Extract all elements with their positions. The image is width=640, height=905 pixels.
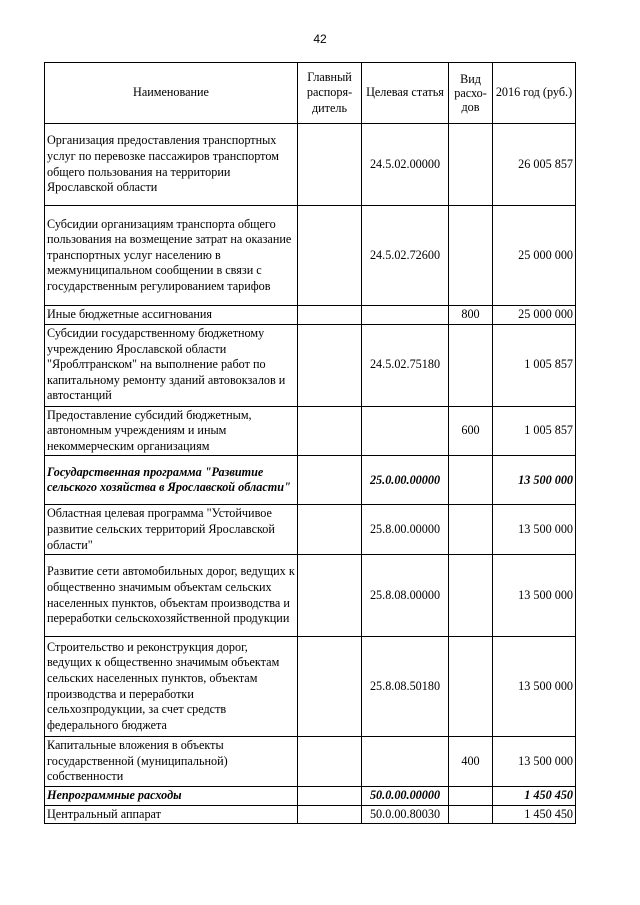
table-row xyxy=(45,306,576,325)
row-admin xyxy=(298,124,362,206)
row-name: Иные бюджетные ассигнования xyxy=(45,306,298,325)
row-name: Государственная программа "Развитие сельского хозяйства в Ярославской области" xyxy=(45,456,298,505)
row-target: 24.5.02.72600 xyxy=(362,206,449,306)
row-name: Строительство и реконструкция дорог, ведущих к общественно значимым объектам сельских населенных пунктов, объектам производства и переработки сельхозпродукции, за счет средств федерального бюджета xyxy=(45,637,298,737)
row-name: Предоставление субсидий бюджетным, автономным учреждениям и иным некоммерческим организациям xyxy=(45,406,298,456)
header-amount: 2016 год (руб.) xyxy=(493,63,576,124)
row-name: Областная целевая программа "Устойчивое развитие сельских территорий Ярославской области" xyxy=(45,505,298,555)
row-kind: 600 xyxy=(449,406,493,456)
row-admin xyxy=(298,206,362,306)
row-kind xyxy=(449,206,493,306)
table-body xyxy=(45,124,576,824)
row-amount: 13 500 000 xyxy=(493,505,576,555)
row-target xyxy=(362,737,449,787)
row-kind xyxy=(449,505,493,555)
row-name: Центральный аппарат xyxy=(45,805,298,824)
row-target: 25.0.00.00000 xyxy=(362,456,449,505)
header-admin: Главный распоря-дитель xyxy=(298,63,362,124)
row-admin xyxy=(298,637,362,737)
row-kind xyxy=(449,805,493,824)
header-target: Целевая статья xyxy=(362,63,449,124)
row-amount: 1 450 450 xyxy=(493,805,576,824)
row-name: Организация предоставления транспортных услуг по перевозке пассажиров транспортом общего пользования на территории Ярославской области xyxy=(45,124,298,206)
row-admin xyxy=(298,456,362,505)
row-target: 50.0.00.80030 xyxy=(362,805,449,824)
table-row xyxy=(45,555,576,637)
row-target xyxy=(362,306,449,325)
table-row xyxy=(45,406,576,456)
row-name: Развитие сети автомобильных дорог, ведущих к общественно значимым объектам сельских населенных пунктов, объектам производства и переработки сельскохозяйственной продукции xyxy=(45,555,298,637)
row-target: 24.5.02.00000 xyxy=(362,124,449,206)
row-admin xyxy=(298,324,362,406)
row-amount: 25 000 000 xyxy=(493,306,576,325)
row-kind xyxy=(449,324,493,406)
row-kind xyxy=(449,456,493,505)
header-name: Наименование xyxy=(45,63,298,124)
row-name: Субсидии организациям транспорта общего пользования на возмещение затрат на оказание транспортных услуг населению в межмуниципальном сообщении в связи с государственным регулированием тарифов xyxy=(45,206,298,306)
budget-table xyxy=(44,62,576,824)
row-kind xyxy=(449,555,493,637)
row-name: Капитальные вложения в объекты государственной (муниципальной) собственности xyxy=(45,737,298,787)
table-row xyxy=(45,505,576,555)
row-amount: 1 450 450 xyxy=(493,786,576,805)
row-kind xyxy=(449,124,493,206)
row-target: 25.8.08.00000 xyxy=(362,555,449,637)
table-row xyxy=(45,805,576,824)
row-target: 25.8.00.00000 xyxy=(362,505,449,555)
page-number: 42 xyxy=(313,32,327,46)
row-amount: 25 000 000 xyxy=(493,206,576,306)
row-name: Субсидии государственному бюджетному учреждению Ярославской области "Яроблтранском" на выполнение работ по капитальному ремонту зданий автовокзалов и автостанций xyxy=(45,324,298,406)
row-target: 50.0.00.00000 xyxy=(362,786,449,805)
row-name: Непрограммные расходы xyxy=(45,786,298,805)
table-row xyxy=(45,637,576,737)
table-header-row xyxy=(45,63,576,124)
row-admin xyxy=(298,555,362,637)
table-row xyxy=(45,786,576,805)
row-target xyxy=(362,406,449,456)
table-row xyxy=(45,206,576,306)
row-kind: 400 xyxy=(449,737,493,787)
table-row xyxy=(45,124,576,206)
row-amount: 1 005 857 xyxy=(493,406,576,456)
row-amount: 13 500 000 xyxy=(493,637,576,737)
row-kind: 800 xyxy=(449,306,493,325)
row-admin xyxy=(298,505,362,555)
row-admin xyxy=(298,306,362,325)
row-admin xyxy=(298,805,362,824)
table-row xyxy=(45,324,576,406)
row-amount: 13 500 000 xyxy=(493,456,576,505)
row-kind xyxy=(449,786,493,805)
row-admin xyxy=(298,406,362,456)
table-row xyxy=(45,456,576,505)
row-target: 24.5.02.75180 xyxy=(362,324,449,406)
table-row xyxy=(45,737,576,787)
row-amount: 13 500 000 xyxy=(493,555,576,637)
row-admin xyxy=(298,737,362,787)
row-amount: 1 005 857 xyxy=(493,324,576,406)
row-amount: 26 005 857 xyxy=(493,124,576,206)
row-amount: 13 500 000 xyxy=(493,737,576,787)
row-admin xyxy=(298,786,362,805)
row-kind xyxy=(449,637,493,737)
header-kind: Вид расхо-дов xyxy=(449,63,493,124)
row-target: 25.8.08.50180 xyxy=(362,637,449,737)
